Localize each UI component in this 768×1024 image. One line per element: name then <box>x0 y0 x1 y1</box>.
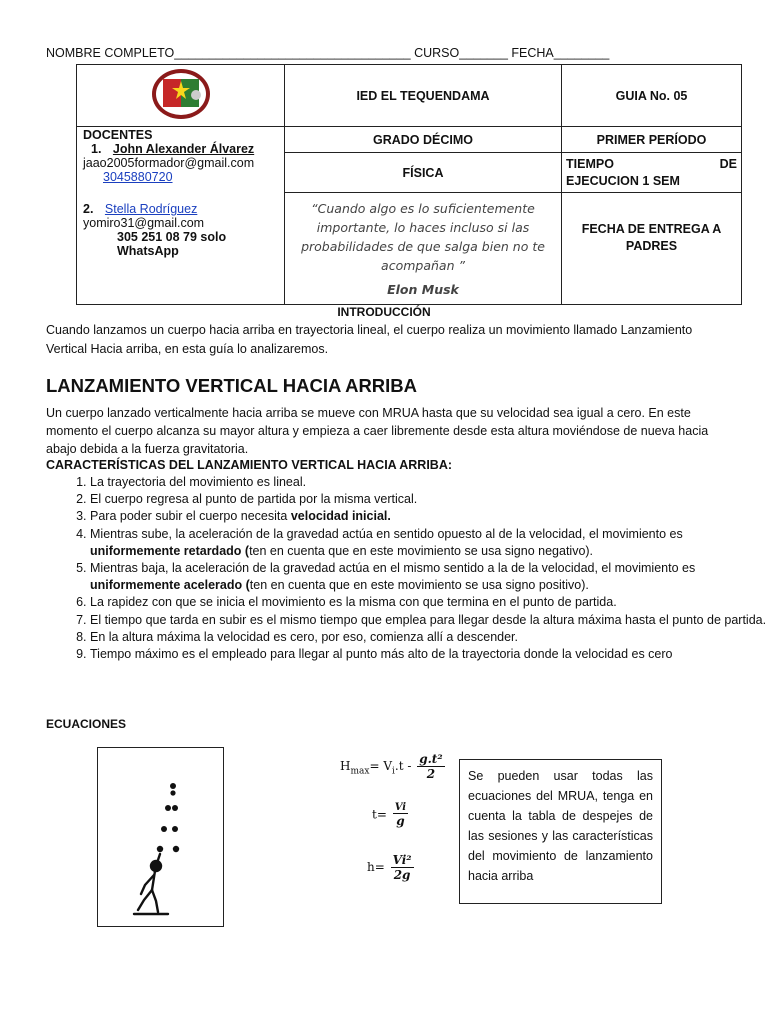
teacher1-name: John Alexander Álvarez <box>112 142 255 156</box>
period-cell: PRIMER PERÍODO <box>562 127 742 153</box>
height-equation <box>367 853 416 882</box>
time-symbol: t= <box>372 807 387 822</box>
teacher1-email: jaao2005formador@gmail.com <box>83 156 255 170</box>
person-throwing-ball-illustration <box>98 748 223 926</box>
height-fraction <box>391 853 414 882</box>
school-logo-icon <box>150 67 212 121</box>
subject-cell: FÍSICA <box>285 153 562 193</box>
teacher2-number: 2. <box>83 202 94 216</box>
time-denominator: g <box>396 814 405 828</box>
intro-text: Cuando lanzamos un cuerpo hacia arriba en trayectoria lineal, el cuerpo realiza un movimiento llamado Lanzamiento Vertical Hacia arriba, en esta guía lo analizaremos. <box>46 323 693 356</box>
height-numerator: Vi² <box>392 853 412 867</box>
height-denominator: 2g <box>393 868 411 882</box>
teacher2-name-link[interactable]: Stella Rodríguez <box>104 202 198 216</box>
vertical-throw-figure <box>97 747 224 927</box>
characteristic-item <box>90 646 768 663</box>
characteristics-list <box>46 474 768 663</box>
characteristic-text: La trayectoria del movimiento es lineal. <box>90 475 307 489</box>
quote-author: Elon Musk <box>387 281 459 297</box>
time-equation <box>372 802 410 828</box>
execution-time-de: DE <box>719 156 737 171</box>
characteristic-text: La rapidez con que se inicia el movimiento es la misma con que termina en el punto de partida. <box>90 595 617 610</box>
teacher1-phone-link[interactable]: 3045880720 <box>103 170 173 184</box>
characteristic-item <box>90 612 768 629</box>
characteristic-text: El tiempo que tarda en subir es el mismo tiempo que emplea para llegar desde la altura máxima hasta el punto de partida. <box>90 612 767 627</box>
grade-cell: GRADO DÉCIMO <box>285 127 562 153</box>
guide-number: GUIA No. 05 <box>562 65 742 127</box>
hmax-equals: = V <box>369 759 392 773</box>
characteristic-item <box>90 629 768 646</box>
characteristic-emphasis: uniformemente acelerado ( <box>90 578 250 593</box>
mrua-note-box: Se pueden usar todas las ecuaciones del MRUA, tenga en cuenta la tabla de despejes de las sesiones y las características del movimiento de lanzamiento hacia arriba <box>459 759 662 904</box>
equations-title: ECUACIONES <box>46 717 127 731</box>
header-table <box>76 64 742 305</box>
delivery-date-cell: FECHA DE ENTREGA A PADRES <box>562 193 742 305</box>
hmax-fraction <box>417 752 444 781</box>
section-paragraph: Un cuerpo lanzado verticalmente hacia arriba se mueve con MRUA hasta que su velocidad sea igual a cero. En este momento el cuerpo alcanza su mayor altura y empieza a caer libremente desde esta altura moviéndose de nueva hacia abajo debida a la fuerza gravitatoria. <box>46 406 709 456</box>
execution-time-value: EJECUCION 1 SEM <box>566 173 680 188</box>
teacher2-email: yomiro31@gmail.com <box>83 216 205 230</box>
time-numerator: Vi <box>394 802 407 813</box>
characteristic-text: El cuerpo regresa al punto de partida por la misma vertical. <box>90 492 418 507</box>
quote-cell <box>285 193 562 305</box>
characteristic-item <box>90 508 768 525</box>
characteristic-text: Mientras sube, la aceleración de la gravedad actúa en sentido opuesto al de la velocidad, el movimiento es <box>90 526 683 541</box>
school-name: IED EL TEQUENDAMA <box>285 65 562 127</box>
characteristic-item <box>90 491 768 508</box>
hmax-symbol: H <box>340 759 351 773</box>
execution-time-label: TIEMPO <box>566 156 614 171</box>
execution-time-cell <box>562 153 742 193</box>
hmax-numerator: g.t² <box>419 752 443 766</box>
vi-subscript: i <box>392 766 395 777</box>
characteristic-text-end: ten en cuenta que en este movimiento se usa signo negativo). <box>249 543 594 558</box>
logo-cell <box>77 65 285 127</box>
characteristic-text: Mientras baja, la aceleración de la gravedad actúa en el mismo sentido a la de la velocidad, el movimiento es <box>90 561 696 576</box>
characteristic-text-end: ten en cuenta que en este movimiento se usa signo positivo). <box>249 578 589 593</box>
section-heading: LANZAMIENTO VERTICAL HACIA ARRIBA <box>46 375 418 396</box>
characteristic-item <box>90 526 768 560</box>
characteristic-item <box>90 594 768 611</box>
time-fraction <box>393 802 408 828</box>
teacher1-number: 1. <box>91 142 102 156</box>
characteristics-title: CARACTERÍSTICAS DEL LANZAMIENTO VERTICAL HACIA ARRIBA: <box>46 458 453 472</box>
hmax-time-term: .t - <box>394 759 412 773</box>
characteristic-emphasis: uniformemente retardado ( <box>90 543 250 558</box>
teacher2-note: WhatsApp <box>117 244 179 258</box>
characteristic-item <box>90 474 768 491</box>
quote-text: “Cuando algo es lo suficientemente importante, lo haces incluso si las probabilidades de que salga bien no te acompañan ” <box>301 200 545 273</box>
characteristic-text: Para poder subir el cuerpo necesita <box>90 509 291 524</box>
teachers-label: DOCENTES <box>83 128 153 142</box>
characteristic-item <box>90 560 768 594</box>
hmax-subscript: max <box>350 766 370 777</box>
name-course-date-line: NOMBRE COMPLETO__________________________________ CURSO_______ FECHA________ <box>46 46 610 60</box>
characteristic-text: Tiempo máximo es el empleado para llegar al punto más alto de la trayectoria donde la velocidad es cero <box>90 647 673 662</box>
hmax-denominator: 2 <box>426 767 436 781</box>
characteristic-emphasis: velocidad inicial. <box>290 509 391 524</box>
characteristic-text: En la altura máxima la velocidad es cero, por eso, comienza allí a descender. <box>90 629 519 644</box>
hmax-equation <box>340 752 447 781</box>
teacher2-phone: 305 251 08 79 solo <box>117 230 227 244</box>
intro-title: INTRODUCCIÓN <box>337 305 431 319</box>
height-symbol: h= <box>367 860 385 874</box>
teachers-cell <box>77 127 285 305</box>
